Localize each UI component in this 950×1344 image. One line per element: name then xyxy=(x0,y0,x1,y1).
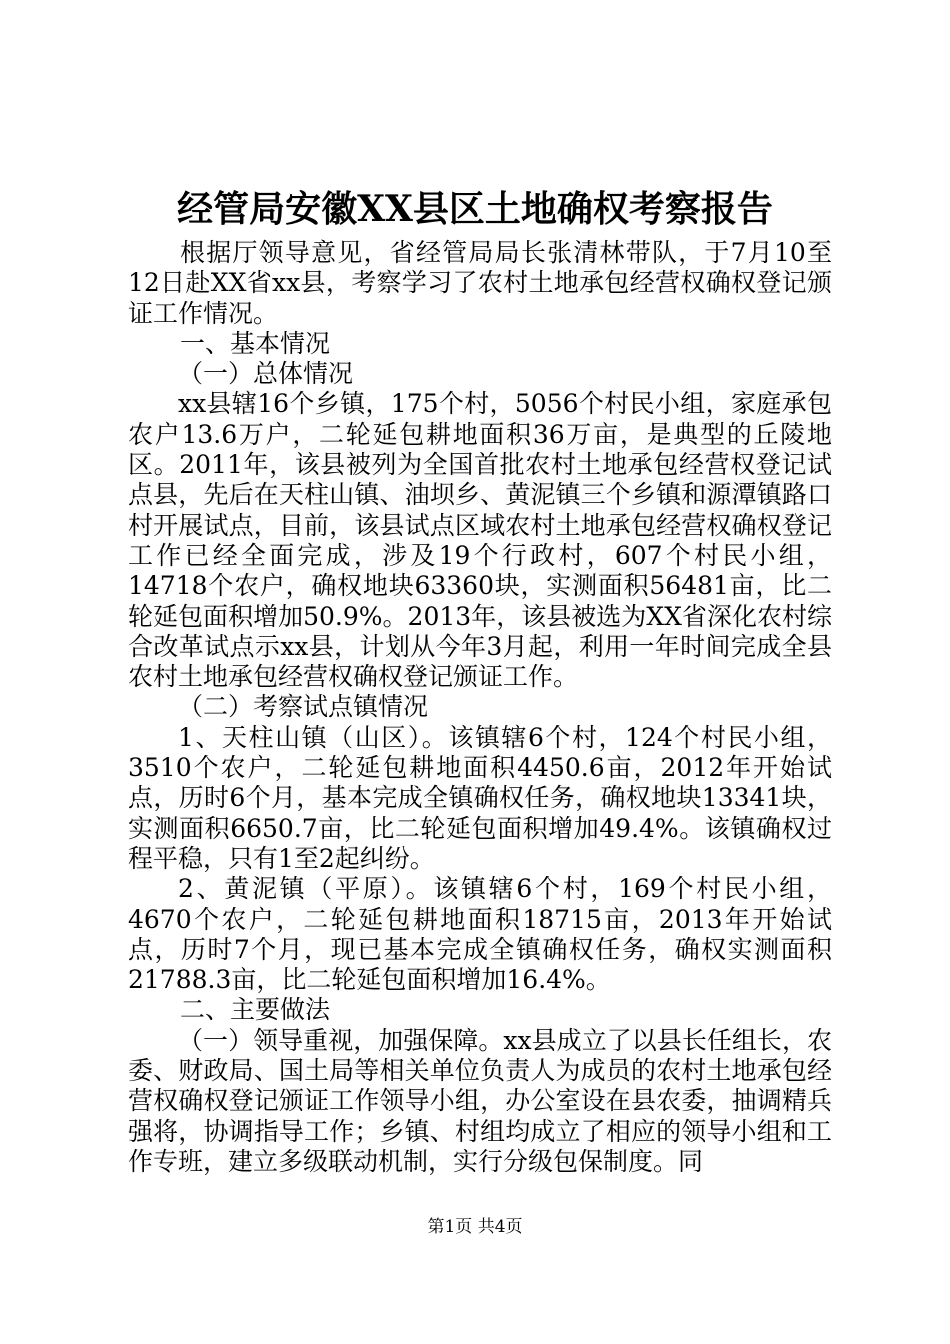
document-title: 经管局安徽XX县区土地确权考察报告 xyxy=(177,188,773,230)
paragraph-tianzhushan: 1、天柱山镇（山区）。该镇辖6个村，124个村民小组，3510个农户，二轮延包耕地面积4450.6亩，2012年开始试点，历时6个月，基本完成全镇确权任务，确权地块13341块，实测面积6650.7亩，比二轮延包面积增加49.4%。该镇确权过程平稳，只有1至2起纠纷。 xyxy=(128,722,832,873)
subheading-overall: （一）总体情况 xyxy=(178,359,354,389)
subheading-pilot-towns: （二）考察试点镇情况 xyxy=(178,692,429,722)
paragraph-overall: xx县辖16个乡镇，175个村，5056个村民小组，家庭承包农户13.6万户，二轮延包耕地面积36万亩，是典型的丘陵地区。2011年，该县被列为全国首批农村土地承包经营权登记试点县，先后在天柱山镇、油坝乡、黄泥镇三个乡镇和源潭镇路口村开展试点，目前，该县试点区域农村土地承包经营权确权登记工作已经全面完成，涉及19个行政村，607个村民小组，14718个农户，确权地块63360块，实测面积56481亩，比二轮延包面积增加50.9%。2013年，该县被选为XX省深化农村综合改革试点示xx县，计划从今年3月起，利用一年时间完成全县农村土地承包经营权确权登记颁证工作。 xyxy=(128,389,832,692)
paragraph-leadership: （一）领导重视，加强保障。xx县成立了以县长任组长，农委、财政局、国土局等相关单位负责人为成员的农村土地承包经营权确权登记颁证工作领导小组，办公室设在县农委，抽调精兵强将，协调指导工作；乡镇、村组均成立了相应的领导小组和工作专班，建立多级联动机制，实行分级包保制度。同 xyxy=(128,1025,832,1176)
paragraph-intro: 根据厅领导意见，省经管局局长张清林带队，于7月10至12日赴XX省xx县，考察学习了农村土地承包经营权确权登记颁证工作情况。 xyxy=(128,238,832,328)
heading-main-practices: 二、主要做法 xyxy=(180,995,331,1025)
document-body xyxy=(128,238,832,1177)
page-number-footer: 第1页 共4页 xyxy=(427,1217,523,1237)
paragraph-huangni: 2、黄泥镇（平原）。该镇辖6个村，169个村民小组，4670个农户，二轮延包耕地面积18715亩，2013年开始试点，历时7个月，现已基本完成全镇确权任务，确权实测面积21788.3亩，比二轮延包面积增加16.4%。 xyxy=(128,874,832,995)
heading-basic-situation: 一、基本情况 xyxy=(180,328,331,358)
